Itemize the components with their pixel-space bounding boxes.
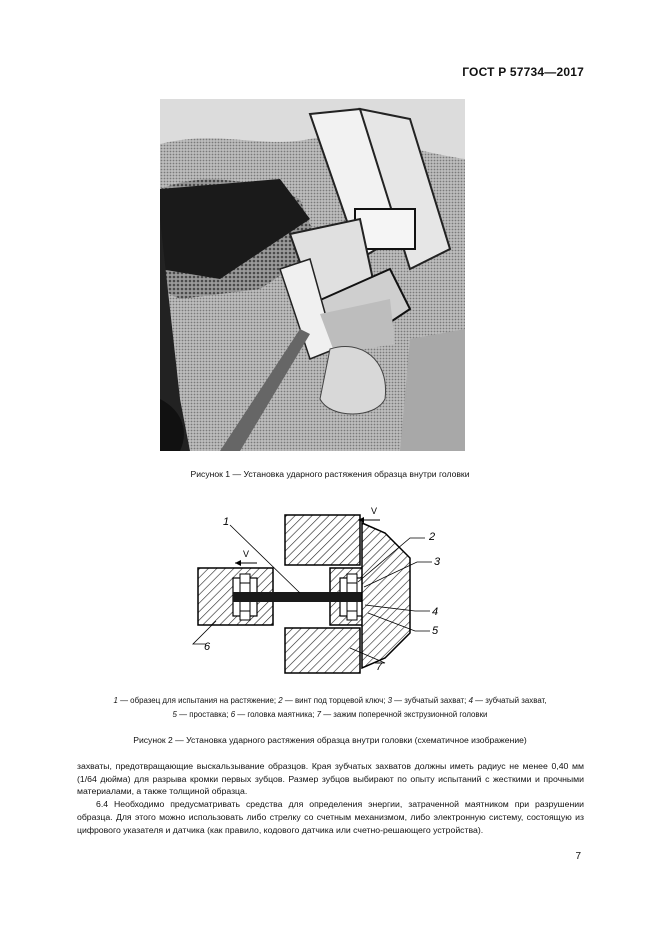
figure-1-caption: Рисунок 1 — Установка ударного растяжения образца внутри головки [190,469,470,479]
legend-num: 7 [316,710,322,719]
callout-6: 6 [204,641,211,653]
legend-text: — образец для испытания на растяжение; [117,696,279,705]
legend-num: 3 [387,696,392,705]
legend-num: 6 [230,710,236,719]
legend-text: — головка маятника; [235,710,317,719]
specimen [233,592,364,602]
callout-1: 1 [223,516,230,528]
callout-2: 2 [429,531,436,543]
legend-text: — зубчатый захват, [472,696,547,705]
legend-text: — зубчатый захват; [391,696,469,705]
legend-text: — проставка; [176,710,231,719]
velocity-label-right: V [371,506,378,516]
legend-num: 1 [113,696,118,705]
paragraph-continuation: захваты, предотвращающие выскальзывание образцов. Края зубчатых захватов должны иметь радиус не менее 0,40 мм (1/64 дюйма) для разрыва кромки первых зубцов. Размер зубцов выбирают по опыту испытаний с жесткими и прочными материалами, а также толщиной образца. [77,761,584,797]
photo-figure-1 [160,99,465,451]
legend-text: — зажим поперечной экструзионной головки [321,710,488,719]
figure-2-legend-line-2 [40,708,620,722]
standard-header: ГОСТ Р 57734—2017 [462,65,584,79]
schematic-figure-2 [180,503,450,678]
velocity-label-left: V [243,549,250,559]
legend-num: 4 [468,696,473,705]
body-text [77,760,584,836]
legend-num: 5 [172,710,177,719]
callout-7: 7 [376,661,383,673]
page-number: 7 [575,851,581,862]
callout-5: 5 [432,625,439,637]
figure-2-caption: Рисунок 2 — Установка ударного растяжения образца внутри головки (схематичное изображение) [133,735,527,745]
callout-4: 4 [432,606,439,618]
paragraph-6-4: 6.4 Необходимо предусматривать средства для определения энергии, затраченной маятником при разрушении образца. Для этого можно использовать либо стрелку со счетным механизмом, либо электронную систему, состоящую из цифрового указателя и датчика (как правило, кодового датчика или счетно-решающего устройства). [77,799,584,835]
legend-num: 2 [278,696,283,705]
legend-text: — винт под торцевой ключ; [282,696,388,705]
callout-3: 3 [434,556,441,568]
figure-2-legend-line-1 [40,694,620,708]
